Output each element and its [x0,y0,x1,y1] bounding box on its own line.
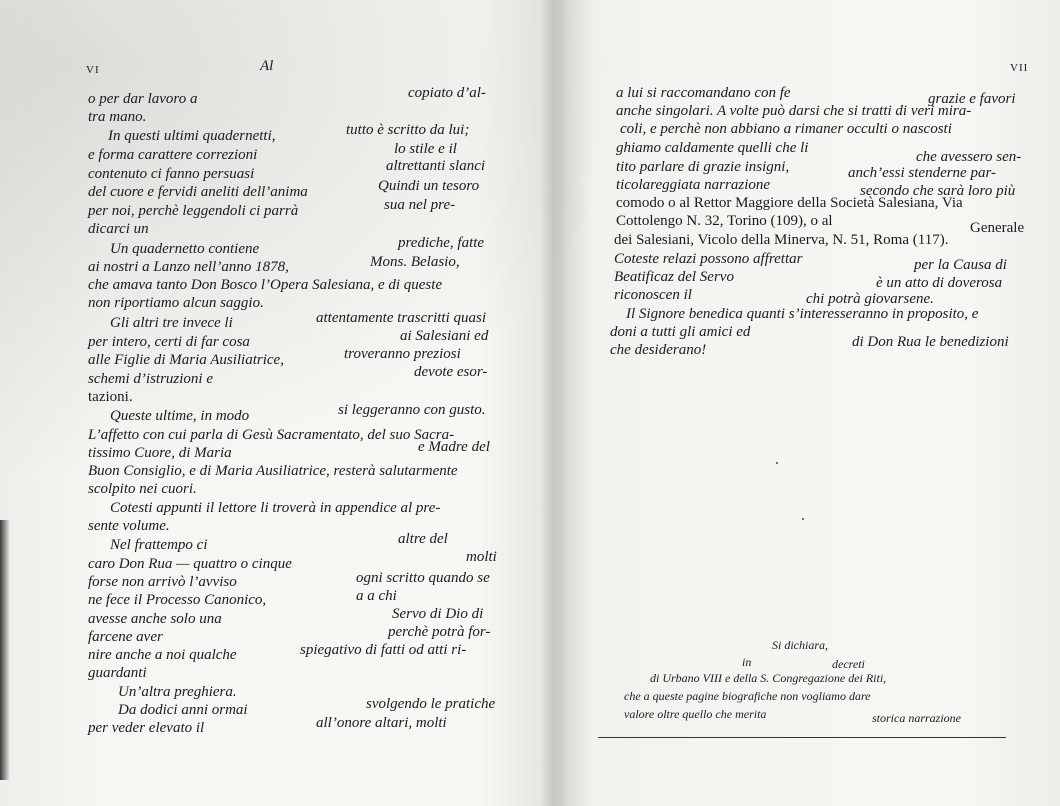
text-line: Buon Consiglio, e di Maria Ausiliatrice, resterà salutarmente [88,463,458,479]
text-line: guardanti [88,665,147,681]
text-line: spiegativo di fatti od atti ri- [300,642,467,658]
text-line: che avessero sen- [916,149,1022,165]
footnote-line: in [742,655,752,669]
text-line: riconoscen il [614,287,692,303]
text-line: schemi d’istruzioni e [88,371,213,387]
text-line: tra mano. [88,109,147,125]
text-line: farcene aver [88,629,163,645]
text-line: è un atto di doverosa [876,275,1003,291]
text-line: a a chi [356,588,397,604]
text-line: altrettanti slanci [386,158,486,174]
text-line: Un quadernetto contiene [110,241,260,257]
text-line: attentamente trascritti quasi [316,310,486,326]
text-line: o per dar lavoro a [88,91,198,107]
text-line: Generale [970,220,1025,236]
text-line: dicarci un [88,221,149,237]
text-line: devote esor- [414,364,488,380]
footnote-line: valore oltre quello che merita [624,707,767,721]
text-line: Da dodici anni ormai [118,702,248,718]
text-line: comodo o al Rettor Maggiore della Società Salesiana, Via [616,195,963,211]
text-line: secondo che sarà loro più [860,183,1016,199]
text-line: e Madre del [418,439,490,455]
footnote-line: decreti [832,657,865,671]
text-line: coli, e perchè non abbiano a rimaner occulti o nascosti [620,121,952,137]
text-line: sua nel pre- [384,197,456,213]
text-line: e forma carattere correzioni [88,147,258,163]
text-line: tito parlare di grazie insigni, [616,159,790,175]
page-number-left: VI [86,64,100,76]
text-line: per la Causa di [914,257,1007,273]
footnote-line: che a queste pagine biografiche non vogliamo dare [624,689,871,703]
text-line: non riportiamo alcun saggio. [88,295,264,311]
text-line: Il Signore benedica quanti s’interesseranno in proposito, e [626,306,979,322]
text-line: Cottolengo N. 32, Torino (109), o al [616,213,833,229]
text-line: Cotesti appunti il lettore li troverà in appendice al pre- [110,500,441,516]
text-line: nire anche a noi qualche [88,647,237,663]
text-line: In questi ultimi quadernetti, [108,128,276,144]
text-line: Gli altri tre invece li [110,315,233,331]
text-line: chi potrà giovarsene. [806,291,934,307]
text-line: prediche, fatte [398,235,485,251]
footnote-line: storica narrazione [872,711,962,725]
text-line: molti [466,549,497,565]
text-line: Un’altra preghiera. [118,684,237,700]
page-number-right: VII [1010,62,1029,74]
text-line: contenuto ci fanno persuasi [88,166,255,182]
text-line: che amava tanto Don Bosco l’Opera Salesiana, e di queste [88,277,443,293]
text-line: svolgendo le pratiche [366,696,496,712]
footnote-line: di Urbano VIII e della S. Congregazione dei Riti, [650,671,887,685]
text-line: forse non arrivò l’avviso [88,574,237,590]
ink-speck [776,462,778,464]
text-line: ticolareggiata narrazione [616,177,771,193]
running-head: Al [260,58,274,74]
text-line: L’affetto con cui parla di Gesù Sacramentato, del suo Sacra- [88,427,455,443]
text-line: di Don Rua le benedizioni [852,334,1009,350]
text-line: per intero, certi di far cosa [88,334,250,350]
text-line: altre del [398,531,448,547]
text-line: scolpito nei cuori. [88,481,197,497]
text-line: che desiderano! [610,342,707,358]
text-line: grazie e favori [928,91,1016,107]
text-line: lo stile e il [394,141,457,157]
text-line: si leggeranno con gusto. [338,402,486,418]
ink-speck [802,518,804,520]
text-line: doni a tutti gli amici ed [610,324,751,340]
text-line: ai nostri a Lanzo nell’anno 1878, [88,259,289,275]
text-line: Queste ultime, in modo [110,408,250,424]
text-line: del cuore e fervidi aneliti dell’anima [88,184,308,200]
right-page [566,0,1060,806]
text-line: per veder elevato il [88,720,205,736]
text-line: Mons. Belasio, [370,254,460,270]
text-line: caro Don Rua — quattro o cinque [88,556,292,572]
text-line: a lui si raccomandano con fe [616,85,791,101]
text-line: troveranno preziosi [344,346,461,362]
text-line: anch’essi stenderne par- [848,165,997,181]
text-line: ghiamo caldamente quelli che li [616,140,809,156]
book-gutter [540,0,566,806]
text-line: ogni scritto quando se [356,570,490,586]
text-line: tissimo Cuore, di Maria [88,445,232,461]
text-line: copiato d’al- [408,85,486,101]
footnote-line: Si dichiara, [772,638,828,652]
text-line: alle Figlie di Maria Ausiliatrice, [88,352,284,368]
text-line: ne fece il Processo Canonico, [88,592,267,608]
text-line: ai Salesiani ed [400,328,489,344]
text-line: anche singolari. A volte può darsi che si tratti di veri mira- [616,103,972,119]
text-line: Servo di Dio di [392,606,484,622]
footnote-rule [598,737,1006,738]
text-line: Quindi un tesoro [378,178,480,194]
text-line: Nel frattempo ci [110,537,208,553]
text-line: tazioni. [88,389,133,405]
text-line: avesse anche solo una [88,611,222,627]
text-line: per noi, perchè leggendoli ci parrà [88,203,299,219]
text-line: all’onore altari, molti [316,715,447,731]
text-line: dei Salesiani, Vicolo della Minerva, N. 51, Roma (117). [614,232,949,248]
text-line: Coteste relazi possono affrettar [614,251,803,267]
text-line: perchè potrà for- [388,624,491,640]
text-line: Beatificaz del Servo [614,269,734,285]
text-line: sente volume. [88,518,170,534]
text-line: tutto è scritto da lui; [346,122,470,138]
